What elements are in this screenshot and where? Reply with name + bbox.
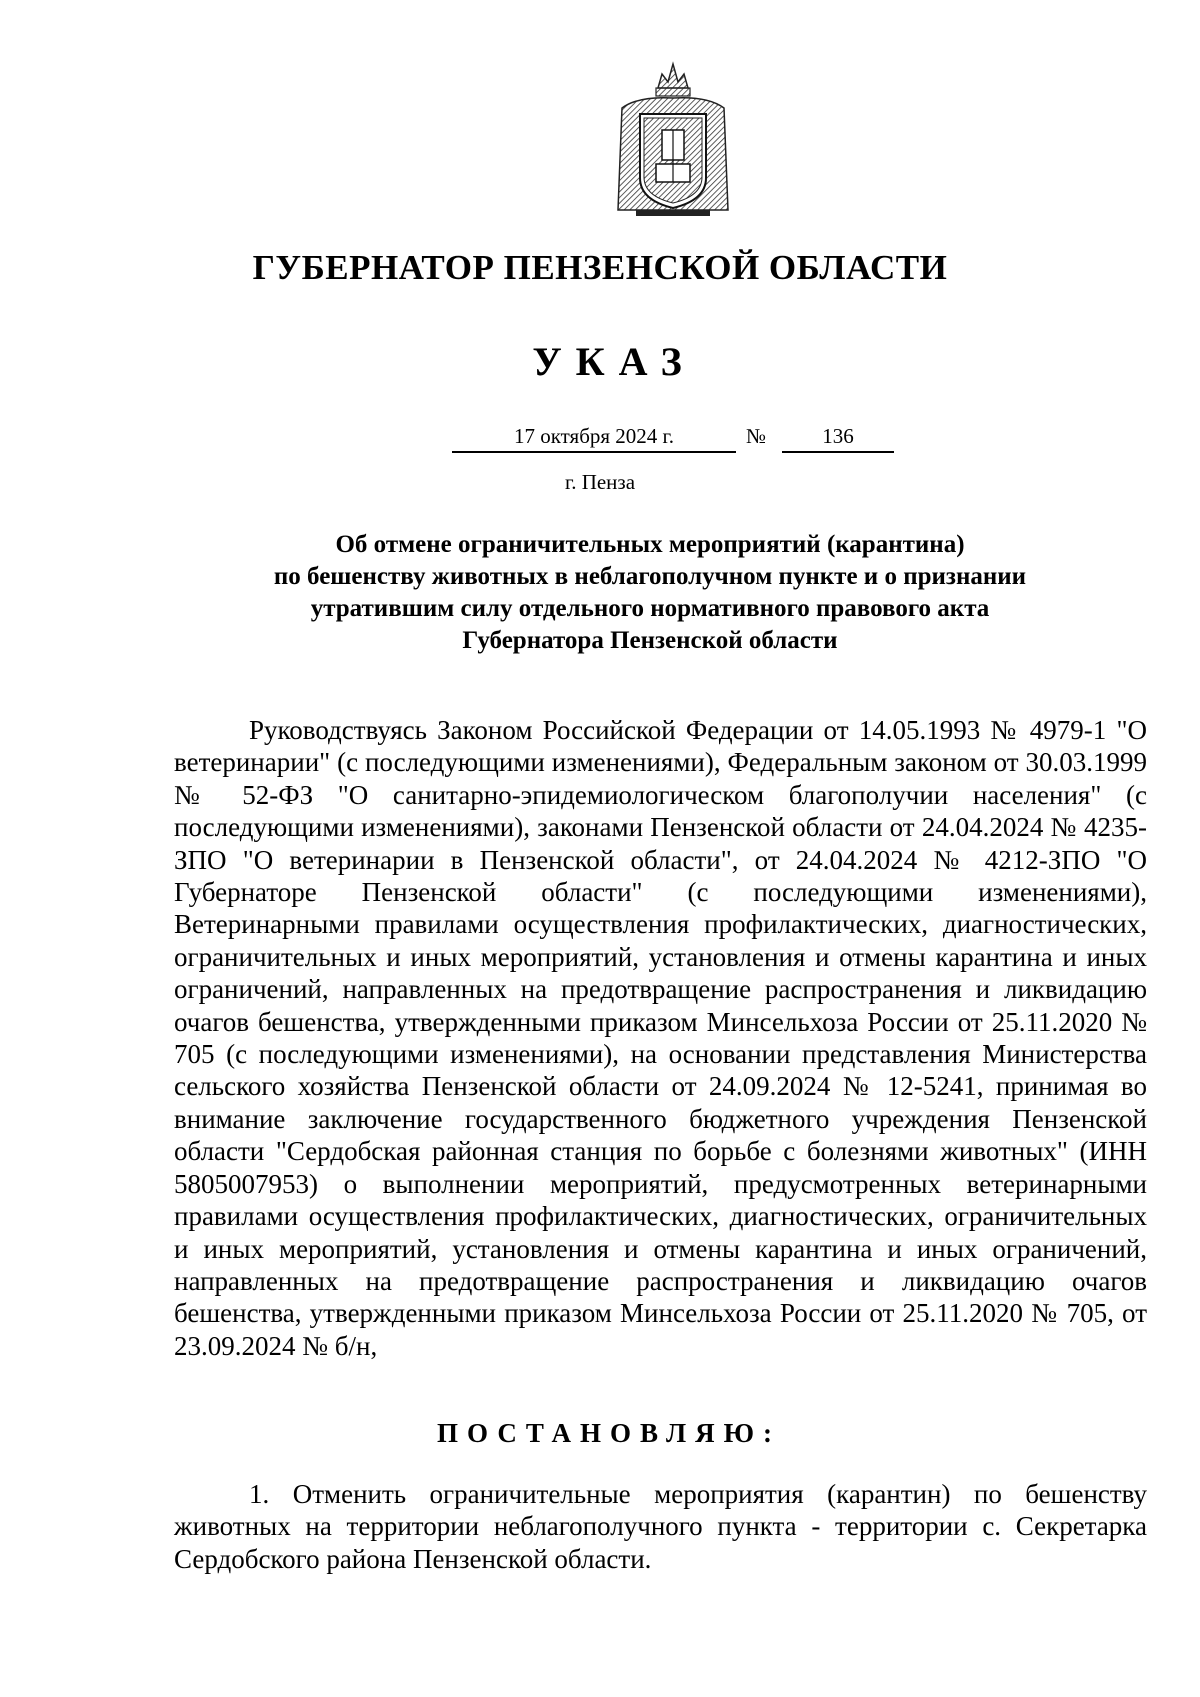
number-sign: № bbox=[746, 424, 767, 448]
decree-item-1: 1. Отменить ограничительные мероприятия (карантин) по бешенству животных на территории неблагополучного пункта - территории с. Секретарка Сердобского района Пензенской области. bbox=[174, 1479, 1147, 1574]
title-line: Губернатора Пензенской области bbox=[462, 627, 838, 654]
title-line: по бешенству животных в неблагополучном пункте и о признании bbox=[273, 563, 1027, 590]
date-number-line bbox=[0, 424, 1200, 456]
preamble-paragraph: Руководствуясь Законом Российской Федерации от 14.05.1993 № 4979-1 "О ветеринарии" (с последующими изменениями), Федеральным законом от 30.03.1999 № 52-ФЗ "О санитарно-эпидемиологическом благополучии населения" (с последующими изменениями), законами Пензенской области от 24.04.2024 № 4235-ЗПО "О ветеринарии в Пензенской области", от 24.04.2024 № 4212-ЗПО "О Губернаторе Пензенской области" (с последующими изменениями), Ветеринарными правилами осуществления профилактических, диагностических, ограничительных и иных мероприятий, установления и отмены карантина и иных ограничений, направленных на предотвращение распространения и ликвидацию очагов бешенства, утвержденными приказом Минсельхоза России от 25.11.2020 № 705 (с последующими изменениями), на основании представления Министерства сельского хозяйства Пензенской области от 24.09.2024 № 12-5241, принимая во внимание заключение государственного бюджетного учреждения Пензенской области "Сердобская районная станция по борьбе с болезнями животных" (ИНН 5805007953) о выполнении мероприятий, предусмотренных ветеринарными правилами осуществления профилактических, диагностических, ограничительных и иных мероприятий, установления и отмены карантина и иных ограничений, направленных на предотвращение распространения и ликвидацию очагов бешенства, утвержденными приказом Минсельхоза России от 25.11.2020 № 705, от 23.09.2024 № б/н, bbox=[174, 715, 1147, 1361]
title-line: утратившим силу отдельного нормативного правового акта bbox=[310, 595, 990, 622]
decree-heading: ПОСТАНОВЛЯЮ: bbox=[437, 1418, 781, 1448]
issuing-authority: ГУБЕРНАТОР ПЕНЗЕНСКОЙ ОБЛАСТИ bbox=[252, 248, 948, 287]
document-title bbox=[170, 529, 1130, 657]
document-type: УКАЗ bbox=[532, 339, 696, 384]
document-city: г. Пенза bbox=[564, 470, 636, 494]
coat-of-arms-emblem bbox=[598, 60, 748, 220]
title-line: Об отмене ограничительных мероприятий (карантина) bbox=[335, 531, 965, 558]
document-number: 136 bbox=[782, 424, 894, 453]
document-date: 17 октября 2024 г. bbox=[452, 424, 736, 453]
